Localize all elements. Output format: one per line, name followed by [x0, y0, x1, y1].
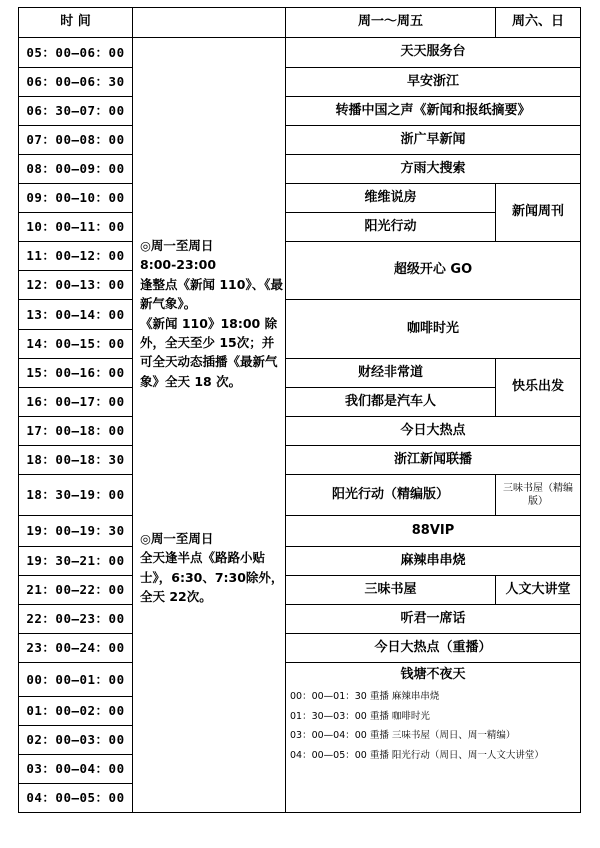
time-slot: 04：00—05：00: [18, 783, 133, 813]
time-slot: 18：00—18：30: [18, 445, 133, 475]
program-p15: 浙江新闻联播: [285, 445, 581, 475]
overnight-rerun-line: 04：00—05：00 重播 阳光行动（周日、周一人文大讲堂）: [290, 749, 544, 761]
program-p8: 新闻周刊: [495, 183, 581, 242]
time-slot: 11：00—12：00: [18, 241, 133, 271]
overnight-rerun-line: 01：30—03：00 重播 咖啡时光: [290, 710, 430, 722]
program-p7: 阳光行动: [285, 212, 496, 242]
time-slot: 19：30—21：00: [18, 546, 133, 576]
overnight-block: [285, 662, 581, 813]
overnight-title: 钱塘不夜天: [400, 667, 466, 682]
time-slot: 16：00—17：00: [18, 387, 133, 417]
program-p17: 三味书屋（精编版）: [495, 474, 581, 516]
program-p4: 浙广早新闻: [285, 125, 581, 155]
program-p9: 超级开心 GO: [285, 241, 581, 300]
hourly-news-note: ◎周一至周日 8:00-23:00 逢整点《新闻 110》、《最新气象》。 《新闻 110》18:00 除外，全天至少 15次；并可全天动态插播《最新气象》全天 18 次。: [140, 238, 283, 389]
header-time: 时 间: [18, 7, 133, 38]
program-p5: 方雨大搜索: [285, 154, 581, 184]
time-slot: 21：00—22：00: [18, 575, 133, 605]
time-slot: 12：00—13：00: [18, 270, 133, 300]
program-p3: 转播中国之声《新闻和报纸摘要》: [285, 96, 581, 126]
program-p12: 我们都是汽车人: [285, 387, 496, 417]
time-slot: 17：00—18：00: [18, 416, 133, 446]
program-p13: 快乐出发: [495, 358, 581, 417]
header-notes-blank: [132, 7, 286, 38]
program-p21: 人文大讲堂: [495, 575, 581, 605]
schedule-table: [18, 7, 580, 841]
program-p1: 天天服务台: [285, 37, 581, 68]
overnight-rerun-line: 00：00—01：30 重播 麻辣串串烧: [290, 691, 440, 703]
time-slot: 18：30—19：00: [18, 474, 133, 516]
time-slot: 02：00—03：00: [18, 725, 133, 755]
time-slot: 19：00—19：30: [18, 515, 133, 547]
time-slot: 08：00—09：00: [18, 154, 133, 184]
program-p19: 麻辣串串烧: [285, 546, 581, 576]
program-p22: 听君一席话: [285, 604, 581, 634]
program-p10: 咖啡时光: [285, 299, 581, 359]
time-slot: 06：30—07：00: [18, 96, 133, 126]
time-slot: 23：00—24：00: [18, 633, 133, 663]
time-slot: 00：00—01：00: [18, 662, 133, 697]
program-p16: 阳光行动（精编版）: [285, 474, 496, 516]
time-slot: 22：00—23：00: [18, 604, 133, 634]
time-slot: 07：00—08：00: [18, 125, 133, 155]
program-p20: 三味书屋: [285, 575, 496, 605]
program-p14: 今日大热点: [285, 416, 581, 446]
program-p18: 88VIP: [285, 515, 581, 547]
time-slot: 10：00—11：00: [18, 212, 133, 242]
time-slot: 09：00—10：00: [18, 183, 133, 213]
overnight-rerun-line: 03：00—04：00 重播 三味书屋（周日、周一精编）: [290, 730, 516, 742]
notes-column: [132, 37, 286, 813]
program-p2: 早安浙江: [285, 67, 581, 97]
program-p6: 维维说房: [285, 183, 496, 213]
time-slot: 03：00—04：00: [18, 754, 133, 784]
time-slot: 05：00—06：00: [18, 37, 133, 68]
header-weekend: 周六、日: [495, 7, 581, 38]
time-slot: 01：00—02：00: [18, 696, 133, 726]
time-slot: 13：00—14：00: [18, 299, 133, 330]
half-hour-tips-note: ◎周一至周日 全天逢半点《路路小贴士》，6:30、7:30除外，全天 22次。: [140, 531, 284, 605]
time-slot: 14：00—15：00: [18, 329, 133, 359]
time-slot: 15：00—16：00: [18, 358, 133, 388]
program-p23: 今日大热点（重播）: [285, 633, 581, 663]
program-p11: 财经非常道: [285, 358, 496, 388]
header-weekday: 周一～周五: [285, 7, 496, 38]
time-slot: 06：00—06：30: [18, 67, 133, 97]
